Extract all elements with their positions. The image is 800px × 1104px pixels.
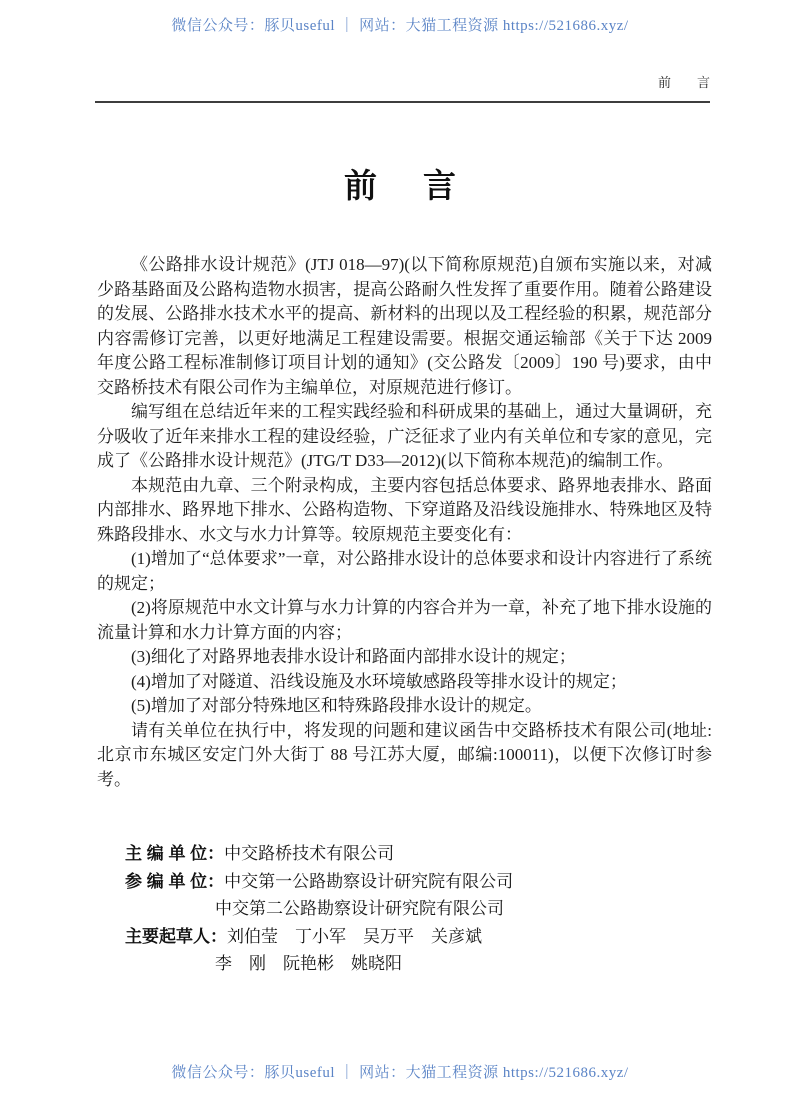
credit-row-drafters [125,923,800,951]
paragraph-change-4: (4)增加了对隧道、沿线设施及水环境敏感路段等排水设计的规定； [131,671,627,691]
watermark-bottom: 微信公众号：豚贝useful ｜ 网站：大猫工程资源 https://521686.xyz/ [171,1065,629,1081]
paragraph-intro: 《公路排水设计规范》(JTJ 018—97)(以下简称原规范)自颁布实施以来，对减少路基路面及公路构造物水损害，提高公路耐久性发挥了重要作用。随着公路建设的发展、公路排水技术水平的提高、新材料的出现以及工程经验的积累，规范部分内容需修订完善，以更好地满足工程建设需要。根据交通运输部《关于下达 2009 年度公路工程标准制修订项目计划的通知》(交公路发〔2009〕190 号)要求，由中交路桥技术有限公司作为主编单位，对原规范进行修订。 [97,255,712,397]
credit-content: 李 刚 阮艳彬 姚晓阳 [215,954,402,974]
credit-content: 中交第二公路勘察设计研究院有限公司 [215,899,504,919]
page-title [0,165,800,207]
page-title-char-1: 前 [344,167,377,204]
paragraph-change-5: (5)增加了对部分特殊地区和特殊路段排水设计的规定。 [131,696,542,715]
credit-content: 中交第一公路勘察设计研究院有限公司 [224,871,514,891]
page-title-char-2: 言 [423,167,456,204]
credit-row-co-editor [125,868,800,896]
credit-row-chief-editor [125,840,800,868]
credits-section [125,840,800,978]
running-header-title: 前 言 [657,75,710,90]
running-header [95,74,710,103]
credit-label: 主要起草人： [125,926,227,946]
credit-row-co-editor-2 [125,895,800,923]
paragraph-change-2: (2)将原规范中水文计算与水力计算的内容合并为一章，补充了地下排水设施的流量计算和水力计算方面的内容； [97,598,712,642]
paragraph-contents: 本规范由九章、三个附录构成，主要内容包括总体要求、路界地表排水、路面内部排水、路界地下排水、公路构造物、下穿道路及沿线设施排水、特殊地区及特殊路段排水、水文与水力计算等。较原规范主要变化有： [97,475,712,544]
paragraph-change-3: (3)细化了对路界地表排水设计和路面内部排水设计的规定； [131,647,576,666]
paragraph-change-1: (1)增加了“总体要求”一章，对公路排水设计的总体要求和设计内容进行了系统的规定； [97,549,712,593]
credit-row-drafters-2 [125,950,800,978]
paragraph-feedback: 请有关单位在执行中，将发现的问题和建议函告中交路桥技术有限公司(地址:北京市东城区安定门外大街丁 88 号江苏大厦，邮编:100011)，以便下次修订时参考。 [97,720,712,789]
credit-label: 主 编 单 位： [125,844,225,863]
credit-content: 刘伯莹 丁小军 吴万平 关彦斌 [227,926,482,946]
watermark-top: 微信公众号：豚贝useful ｜ 网站：大猫工程资源 https://521686.xyz/ [171,18,629,34]
paragraph-editing-group: 编写组在总结近年来的工程实践经验和科研成果的基础上，通过大量调研，充分吸收了近年来排水工程的建设经验，广泛征求了业内有关单位和专家的意见，完成了《公路排水设计规范》(JTG/T D33—2012)(以下简称本规范)的编制工作。 [97,402,712,470]
credit-label: 参 编 单 位： [125,871,225,891]
credit-content: 中交路桥技术有限公司 [224,844,395,863]
body-text [97,253,712,792]
